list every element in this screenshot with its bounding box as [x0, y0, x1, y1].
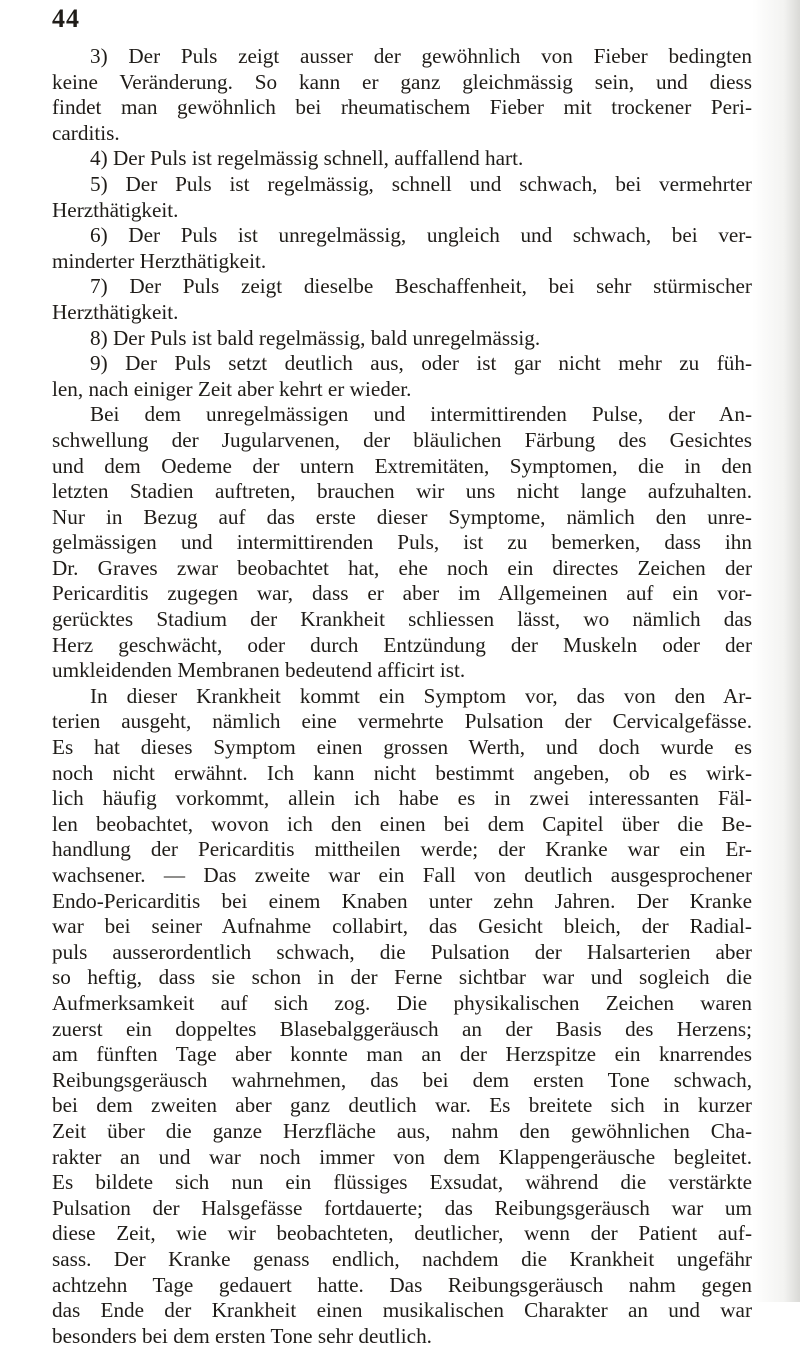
- text-line: so heftig, dass sie schon in der Ferne sichtbar war und sogleich die: [52, 965, 752, 990]
- text-line: besonders bei dem ersten Tone sehr deutlich.: [52, 1323, 432, 1348]
- text-line: Bei dem unregelmässigen und intermittirenden Pulse, der An-: [90, 402, 752, 427]
- paragraph-p9: [52, 351, 752, 402]
- text-line: Zeit über die ganze Herzfläche aus, nahm den gewöhnlichen Cha-: [52, 1118, 752, 1143]
- text-line: 8) Der Puls ist bald regelmässig, bald unregelmässig.: [90, 325, 541, 350]
- text-line: 5) Der Puls ist regelmässig, schnell und schwach, bei vermehrter: [90, 171, 752, 196]
- text-line: Nur in Bezug auf das erste dieser Symptome, nämlich den unre-: [52, 504, 752, 529]
- text-line: rakter an und war noch immer von dem Klappengeräusche begleitet.: [52, 1144, 752, 1169]
- page-number: 44: [52, 4, 80, 33]
- text-line: Dr. Graves zwar beobachtet hat, ehe noch ein directes Zeichen der: [52, 555, 752, 580]
- text-line: war bei seiner Aufnahme collabirt, das Gesicht bleich, der Radial-: [52, 914, 752, 939]
- text-line: Es hat dieses Symptom einen grossen Werth, und doch wurde es: [52, 735, 752, 760]
- text-line: keine Veränderung. So kann er ganz gleichmässig sein, und diess: [52, 69, 752, 94]
- body-text: [52, 44, 752, 1349]
- text-line: zuerst ein doppeltes Blasebalggeräusch an der Basis des Herzens;: [52, 1016, 752, 1041]
- text-line: am fünften Tage aber konnte man an der Herzspitze ein knarrendes: [52, 1042, 752, 1067]
- text-line: 3) Der Puls zeigt ausser der gewöhnlich von Fieber bedingten: [90, 44, 752, 68]
- text-line: findet man gewöhnlich bei rheumatischem Fieber mit trockener Peri-: [52, 95, 752, 120]
- text-line: noch nicht erwähnt. Ich kann nicht bestimmt angeben, ob es wirk-: [52, 760, 752, 785]
- text-line: terien ausgeht, nämlich eine vermehrte Pulsation der Cervicalgefässe.: [52, 709, 752, 734]
- text-line: Reibungsgeräusch wahrnehmen, das bei dem ersten Tone schwach,: [52, 1067, 752, 1092]
- text-line: bei dem zweiten aber ganz deutlich war. Es breitete sich in kurzer: [52, 1093, 752, 1118]
- text-line: minderter Herzthätigkeit.: [52, 248, 267, 273]
- paragraph-p4: [52, 146, 752, 172]
- text-line: gelmässigen und intermittirenden Puls, ist zu bemerken, dass ihn: [52, 530, 752, 555]
- text-line: Pericarditis zugegen war, dass er aber im Allgemeinen auf ein vor-: [52, 581, 752, 606]
- text-line: schwellung der Jugularvenen, der bläulichen Färbung des Gesichtes: [52, 427, 752, 452]
- text-line: Herz geschwächt, oder durch Entzündung der Muskeln oder der: [52, 632, 752, 657]
- text-line: 7) Der Puls zeigt dieselbe Beschaffenheit, bei sehr stürmischer: [90, 274, 752, 299]
- paragraph-p3: [52, 44, 752, 146]
- paragraph-p8: [52, 326, 752, 352]
- text-line: umkleidenden Membranen bedeutend afficirt ist.: [52, 658, 466, 683]
- paragraph-p5: [52, 172, 752, 223]
- text-line: len beobachtet, wovon ich den einen bei dem Capitel über die Be-: [52, 811, 752, 836]
- text-line: 9) Der Puls setzt deutlich aus, oder ist gar nicht mehr zu füh-: [90, 351, 752, 376]
- text-line: len, nach einiger Zeit aber kehrt er wieder.: [52, 376, 412, 401]
- text-line: sass. Der Kranke genass endlich, nachdem die Krankheit ungefähr: [52, 1246, 752, 1271]
- paragraph-p7: [52, 274, 752, 325]
- paragraph-p11: [52, 684, 752, 1349]
- text-line: gerücktes Stadium der Krankheit schliessen lässt, wo nämlich das: [52, 607, 752, 632]
- text-line: und dem Oedeme der untern Extremitäten, Symptomen, die in den: [52, 453, 752, 478]
- text-line: Herzthätigkeit.: [52, 299, 179, 324]
- paragraph-p10: [52, 402, 752, 684]
- text-line: Endo-Pericarditis bei einem Knaben unter zehn Jahren. Der Kranke: [52, 888, 752, 913]
- text-line: wachsener. — Das zweite war ein Fall von deutlich ausgesprochener: [52, 863, 752, 887]
- text-line: diese Zeit, wie wir beobachteten, deutlicher, wenn der Patient auf-: [52, 1221, 752, 1246]
- text-line: Aufmerksamkeit auf sich zog. Die physikalischen Zeichen waren: [52, 990, 752, 1015]
- text-line: 4) Der Puls ist regelmässig schnell, auffallend hart.: [90, 146, 524, 171]
- text-line: In dieser Krankheit kommt ein Symptom vor, das von den Ar-: [90, 683, 752, 708]
- text-line: Pulsation der Halsgefässe fortdauerte; das Reibungsgeräusch war um: [52, 1195, 752, 1220]
- text-line: das Ende der Krankheit einen musikalischen Charakter an und war: [52, 1298, 752, 1323]
- text-line: lich häufig vorkommt, allein ich habe es in zwei interessanten Fäl-: [52, 786, 752, 811]
- text-line: Herzthätigkeit.: [52, 197, 179, 222]
- text-line: puls ausserordentlich schwach, die Pulsation der Halsarterien aber: [52, 939, 752, 964]
- text-line: Es bildete sich nun ein flüssiges Exsudat, während die verstärkte: [52, 1170, 752, 1195]
- text-line: 6) Der Puls ist unregelmässig, ungleich und schwach, bei ver-: [90, 223, 752, 248]
- text-line: achtzehn Tage gedauert hatte. Das Reibungsgeräusch nahm gegen: [52, 1272, 752, 1297]
- text-line: carditis.: [52, 120, 120, 145]
- paragraph-p6: [52, 223, 752, 274]
- text-line: letzten Stadien auftreten, brauchen wir uns nicht lange aufzuhalten.: [52, 479, 752, 504]
- text-line: handlung der Pericarditis mittheilen werde; der Kranke war ein Er-: [52, 837, 752, 862]
